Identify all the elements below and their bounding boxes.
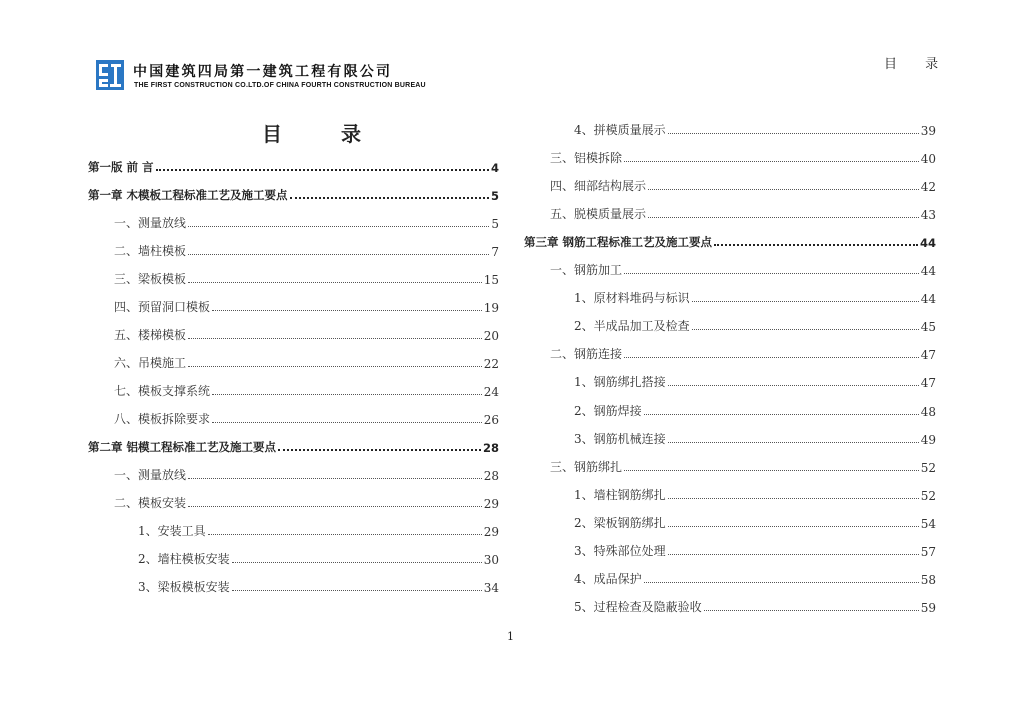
toc-entry[interactable] [88,183,499,203]
toc-entry[interactable] [524,567,936,587]
toc-entry-label: 四、细部结构展示 [550,179,647,194]
toc-entry[interactable] [88,267,499,287]
toc-entry-page: 29 [483,525,499,539]
toc-entry-label: 1、钢筋绑扎搭接 [574,375,666,390]
toc-entry[interactable] [88,491,499,511]
toc-leader-dots [668,442,919,443]
toc-leader-dots [188,506,482,507]
toc-entry-label: 一、测量放线 [114,468,187,482]
toc-entry-label: 五、楼梯模板 [114,328,187,342]
toc-entry-page: 34 [483,581,499,595]
toc-entry-page: 26 [483,413,499,427]
toc-entry-label: 3、梁板模板安装 [138,580,230,594]
toc-entry-label: 二、墙柱模板 [114,244,187,258]
toc-entry-label: 二、模板安装 [114,496,187,510]
toc-entry-label: 3、特殊部位处理 [574,543,666,558]
toc-leader-dots [714,244,918,246]
toc-entry-page: 28 [482,441,499,455]
toc-entry[interactable] [524,118,936,138]
toc-entry-label: 一、钢筋加工 [550,263,623,278]
toc-leader-dots [624,273,919,274]
toc-leader-dots [278,449,481,451]
toc-entry-label: 六、吊模施工 [114,356,187,370]
toc-entry-label: 4、成品保护 [574,571,642,586]
toc-entry[interactable] [524,202,936,222]
toc-leader-dots [692,329,919,330]
toc-entry[interactable] [524,174,936,194]
toc-entry-page: 45 [920,320,936,335]
toc-leader-dots [188,366,482,367]
toc-leader-dots [624,470,919,471]
toc-entry[interactable] [524,146,936,166]
toc-entry-label: 三、梁板模板 [114,272,187,286]
page-number: 1 [507,630,514,643]
toc-leader-dots [188,338,482,339]
toc-entry-label: 3、钢筋机械连接 [574,431,666,446]
toc-entry-label: 七、模板支撑系统 [114,384,211,398]
toc-entry-page: 43 [920,208,936,223]
toc-leader-dots [648,189,919,190]
toc-entry-page: 20 [483,329,499,343]
toc-entry[interactable] [88,239,499,259]
toc-entry-label: 一、测量放线 [114,216,187,230]
toc-entry-label: 2、钢筋焊接 [574,403,642,418]
toc-leader-dots [212,394,482,395]
toc-leader-dots [668,526,919,527]
toc-entry-page: 42 [920,180,936,195]
toc-entry[interactable] [88,435,499,455]
toc-entry-page: 7 [491,245,499,259]
toc-entry[interactable] [524,258,936,278]
toc-entry-page: 39 [920,124,936,138]
toc-leader-dots [668,385,919,386]
toc-entry-page: 49 [920,432,936,447]
toc-entry[interactable] [524,399,936,419]
toc-entry-page: 24 [483,385,499,399]
toc-entry-page: 40 [920,152,936,167]
toc-entry-label: 五、脱模质量展示 [550,207,647,222]
company-name-en: THE FIRST CONSTRUCTION CO.LTD.OF CHINA FOURTH CONSTRUCTION BUREAU [134,82,426,89]
toc-leader-dots [644,414,919,415]
toc-entry[interactable] [88,211,499,231]
toc-leader-dots [212,422,482,423]
toc-entry[interactable] [88,575,499,595]
toc-leader-dots [624,357,919,358]
toc-entry-label: 四、预留洞口模板 [114,300,211,314]
toc-entry[interactable] [524,230,936,250]
toc-leader-dots [232,590,482,591]
toc-entry-label: 4、拼模质量展示 [574,123,666,137]
toc-entry-label: 2、梁板钢筋绑扎 [574,515,666,530]
toc-entry-page: 30 [483,553,499,567]
toc-leader-dots [668,498,919,499]
toc-entry-label: 三、钢筋绑扎 [550,459,623,474]
toc-entry-page: 47 [920,376,936,391]
toc-entry[interactable] [524,314,936,334]
toc-entry[interactable] [524,342,936,362]
toc-entry-page: 5 [490,189,499,203]
toc-entry-page: 22 [483,357,499,371]
toc-entry-page: 58 [920,572,936,587]
toc-entry-page: 44 [920,264,936,279]
toc-entry-page: 5 [491,217,499,231]
toc-entry[interactable] [88,351,499,371]
toc-entry-page: 29 [483,497,499,511]
toc-entry-page: 54 [920,516,936,531]
toc-entry-label: 1、原材料堆码与标识 [574,291,690,306]
toc-leader-dots [704,610,919,611]
toc-entry-label: 三、铝模拆除 [550,151,623,166]
toc-entry-label: 第三章 钢筋工程标准工艺及施工要点 [524,235,713,250]
toc-entry-label: 第一章 木模板工程标准工艺及施工要点 [88,188,288,202]
toc-entry[interactable] [88,323,499,343]
toc-title: 目 录 [262,122,387,146]
toc-entry-label: 1、墙柱钢筋绑扎 [574,487,666,502]
toc-entry-page: 15 [483,273,499,287]
toc-entry-page: 4 [490,161,499,175]
toc-leader-dots [188,478,482,479]
toc-entry-page: 19 [483,301,499,315]
toc-entry[interactable] [524,427,936,447]
toc-entry-page: 48 [920,404,936,419]
toc-entry[interactable] [88,407,499,427]
toc-entry-label: 2、半成品加工及检查 [574,319,690,334]
toc-entry-page: 52 [920,488,936,503]
toc-leader-dots [208,534,482,535]
toc-entry-page: 52 [920,460,936,475]
toc-entry[interactable] [524,483,936,503]
header-section-title: 目 录 [884,57,951,72]
toc-entry-page: 44 [919,236,936,251]
toc-leader-dots [188,282,482,283]
toc-entry-page: 28 [483,469,499,483]
toc-entry[interactable] [524,595,936,615]
toc-entry-label: 八、模板拆除要求 [114,412,211,426]
logo-icon [96,60,124,90]
toc-leader-dots [648,217,919,218]
toc-entry-label: 1、安装工具 [138,524,206,538]
toc-leader-dots [668,554,919,555]
toc-entry[interactable] [524,539,936,559]
toc-entry[interactable] [524,286,936,306]
toc-entry[interactable] [524,455,936,475]
toc-entry-page: 47 [920,348,936,363]
toc-entry[interactable] [88,519,499,539]
toc-entry[interactable] [88,379,499,399]
toc-entry[interactable] [524,370,936,390]
toc-entry[interactable] [88,463,499,483]
toc-entry-label: 2、墙柱模板安装 [138,552,230,566]
company-logo [96,60,124,90]
toc-leader-dots [188,254,489,255]
toc-entry-label: 第二章 铝模工程标准工艺及施工要点 [88,440,277,454]
toc-leader-dots [644,582,919,583]
toc-leader-dots [232,562,482,563]
toc-leader-dots [290,197,489,199]
company-name-cn: 中国建筑四局第一建筑工程有限公司 [133,64,393,80]
toc-entry-page: 57 [920,544,936,559]
toc-leader-dots [212,310,482,311]
toc-entry-page: 59 [920,600,936,615]
toc-leader-dots [188,226,489,227]
toc-entry-label: 5、过程检查及隐蔽验收 [574,599,702,614]
toc-leader-dots [156,169,489,171]
toc-entry[interactable] [524,511,936,531]
toc-entry-page: 44 [920,292,936,307]
toc-entry[interactable] [88,155,499,175]
toc-entry[interactable] [88,547,499,567]
toc-entry-label: 第一版 前 言 [88,160,154,174]
toc-entry-label: 二、钢筋连接 [550,347,623,362]
toc-leader-dots [668,133,919,134]
toc-leader-dots [692,301,919,302]
toc-leader-dots [624,161,919,162]
toc-entry[interactable] [88,295,499,315]
